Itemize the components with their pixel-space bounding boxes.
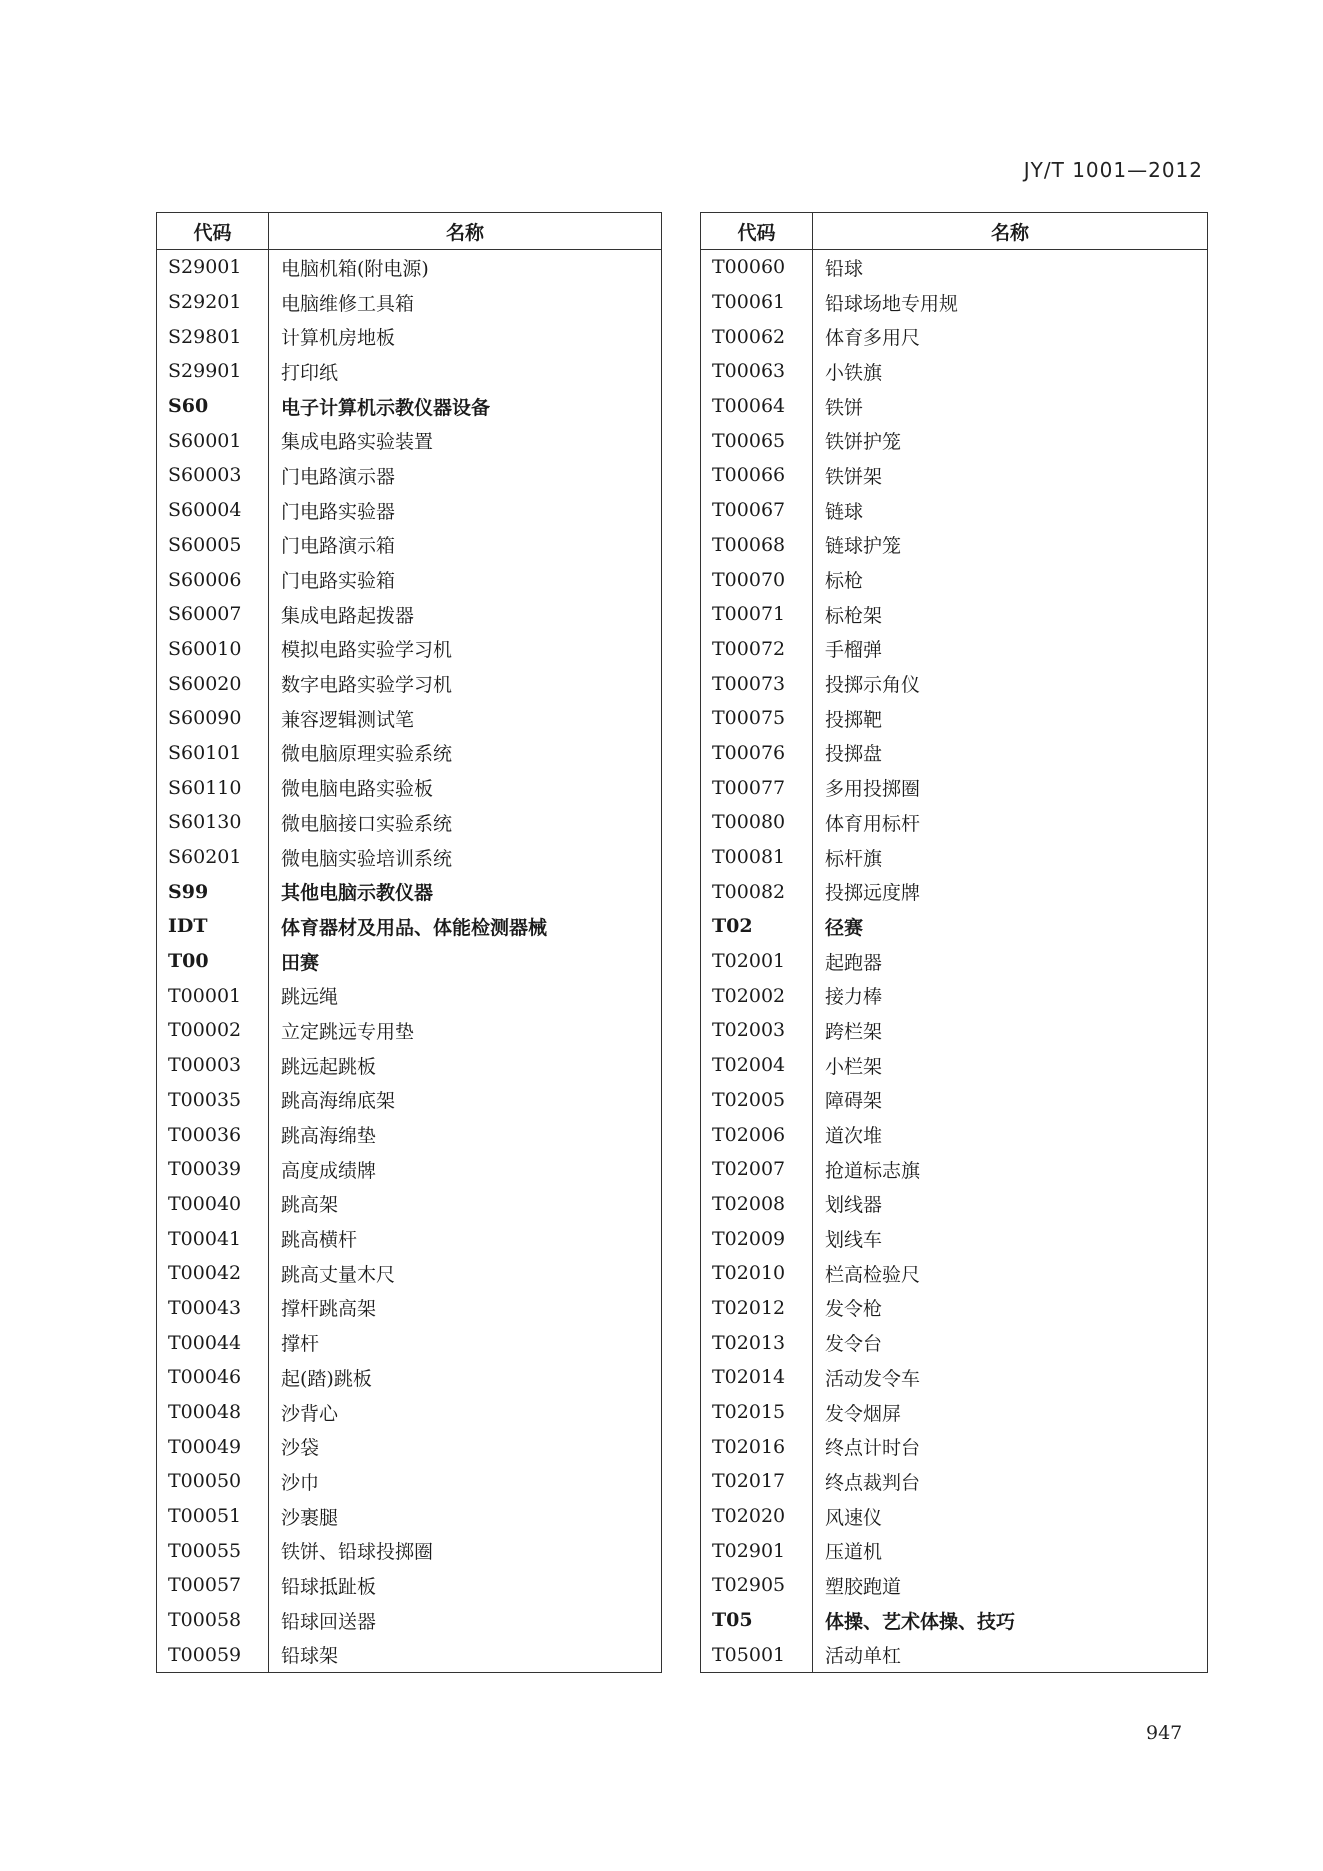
name-cell: 门电路演示箱 [269, 528, 662, 563]
code-cell: S29901 [168, 360, 242, 383]
name-cell: 沙背心 [269, 1395, 662, 1430]
name-cell: 压道机 [813, 1533, 1208, 1568]
code-cell: T00048 [168, 1401, 242, 1424]
table-row [701, 1360, 1208, 1395]
table-row [157, 423, 662, 458]
code-cell: S60005 [168, 533, 242, 556]
table-row [157, 1638, 662, 1673]
name-cell: 集成电路实验装置 [269, 423, 662, 458]
name-cell: 终点计时台 [813, 1429, 1208, 1464]
code-cell: S60010 [168, 637, 242, 660]
name-cell: 链球护笼 [813, 528, 1208, 563]
name-cell: 跳高海绵底架 [269, 1083, 662, 1118]
code-cell: T00067 [712, 499, 786, 522]
name-cell: 风速仪 [813, 1499, 1208, 1534]
table-row [157, 1187, 662, 1222]
code-table-right [700, 212, 1208, 1673]
code-cell: T00062 [712, 325, 786, 348]
name-cell: 铅球 [813, 250, 1208, 285]
page-number: 947 [1146, 1722, 1183, 1744]
code-cell: T02012 [712, 1296, 786, 1319]
code-cell: T00070 [712, 568, 786, 591]
name-cell: 起(踏)跳板 [269, 1360, 662, 1395]
table-row [701, 978, 1208, 1013]
name-cell: 跳高丈量木尺 [269, 1256, 662, 1291]
table-row [157, 701, 662, 736]
name-cell: 集成电路起拨器 [269, 597, 662, 632]
code-cell: S29201 [168, 291, 242, 314]
name-cell: 多用投掷圈 [813, 770, 1208, 805]
code-cell: T00068 [712, 533, 786, 556]
code-cell: T02002 [712, 984, 786, 1007]
name-cell: 田赛 [269, 944, 662, 979]
name-cell: 径赛 [813, 909, 1208, 944]
name-cell: 发令烟屏 [813, 1395, 1208, 1430]
code-cell: T00039 [168, 1158, 242, 1181]
name-cell: 铁饼架 [813, 458, 1208, 493]
code-cell: S60 [168, 395, 209, 418]
table-row [701, 1013, 1208, 1048]
code-cell: T00063 [712, 360, 786, 383]
table-row [701, 1603, 1208, 1638]
table-row [701, 389, 1208, 424]
code-cell: T00081 [712, 846, 786, 869]
table-row [157, 1603, 662, 1638]
code-column-header: 代码 [157, 213, 269, 250]
name-cell: 微电脑接口实验系统 [269, 805, 662, 840]
name-cell: 障碍架 [813, 1083, 1208, 1118]
table-row [701, 944, 1208, 979]
table-row [701, 840, 1208, 875]
table-row [157, 528, 662, 563]
name-cell: 体育用标杆 [813, 805, 1208, 840]
table-row [701, 319, 1208, 354]
table-row [157, 1152, 662, 1187]
name-cell: 活动发令车 [813, 1360, 1208, 1395]
name-cell: 小铁旗 [813, 354, 1208, 389]
name-cell: 微电脑原理实验系统 [269, 736, 662, 771]
name-cell: 跳高横杆 [269, 1221, 662, 1256]
table-row [157, 1221, 662, 1256]
code-cell: T05001 [712, 1643, 786, 1666]
table-row [701, 701, 1208, 736]
table-row [157, 1256, 662, 1291]
table-row [701, 1291, 1208, 1326]
name-cell: 起跑器 [813, 944, 1208, 979]
table-row [701, 1221, 1208, 1256]
name-cell: 铁饼、铅球投掷圈 [269, 1533, 662, 1568]
table-row [157, 1117, 662, 1152]
code-cell: T02003 [712, 1019, 786, 1042]
name-cell: 投掷示角仪 [813, 666, 1208, 701]
name-cell: 铅球抵趾板 [269, 1568, 662, 1603]
name-cell: 微电脑实验培训系统 [269, 840, 662, 875]
name-cell: 跳高架 [269, 1187, 662, 1222]
table-row [701, 1187, 1208, 1222]
code-cell: S60006 [168, 568, 242, 591]
table-row [701, 354, 1208, 389]
table-row [157, 805, 662, 840]
table-row [701, 562, 1208, 597]
code-cell: T00 [168, 950, 209, 973]
table-row [157, 389, 662, 424]
name-cell: 抢道标志旗 [813, 1152, 1208, 1187]
name-cell: 跳远起跳板 [269, 1048, 662, 1083]
table-row [701, 770, 1208, 805]
table-row [157, 1013, 662, 1048]
code-cell: T05 [712, 1609, 753, 1632]
name-column-header: 名称 [813, 213, 1208, 250]
code-cell: T00001 [168, 984, 242, 1007]
code-cell: T02010 [712, 1262, 786, 1285]
name-cell: 其他电脑示教仪器 [269, 874, 662, 909]
table-row [157, 354, 662, 389]
name-cell: 高度成绩牌 [269, 1152, 662, 1187]
table-row [701, 1256, 1208, 1291]
name-cell: 门电路实验器 [269, 493, 662, 528]
table-row [157, 562, 662, 597]
name-cell: 沙裹腿 [269, 1499, 662, 1534]
table-header-row [701, 213, 1208, 250]
code-cell: S60090 [168, 707, 242, 730]
table-row [701, 1533, 1208, 1568]
code-cell: T02017 [712, 1470, 786, 1493]
table-row [157, 1533, 662, 1568]
code-cell: T02015 [712, 1401, 786, 1424]
table-row [701, 250, 1208, 285]
code-cell: S60101 [168, 741, 242, 764]
code-cell: T02013 [712, 1331, 786, 1354]
name-column-header: 名称 [269, 213, 662, 250]
table-row [701, 423, 1208, 458]
table-row [157, 944, 662, 979]
code-cell: T02008 [712, 1192, 786, 1215]
code-cell: T00059 [168, 1643, 242, 1666]
name-cell: 铁饼 [813, 389, 1208, 424]
table-row [157, 1395, 662, 1430]
code-cell: T00055 [168, 1539, 242, 1562]
table-row [701, 493, 1208, 528]
name-cell: 划线车 [813, 1221, 1208, 1256]
table-row [157, 840, 662, 875]
code-cell: T02006 [712, 1123, 786, 1146]
table-row [701, 666, 1208, 701]
standard-code: JY/T 1001—2012 [1023, 158, 1203, 182]
table-row [157, 1291, 662, 1326]
table-row [701, 909, 1208, 944]
table-row [157, 632, 662, 667]
name-cell: 门电路演示器 [269, 458, 662, 493]
name-cell: 跨栏架 [813, 1013, 1208, 1048]
code-cell: IDT [168, 915, 208, 938]
code-cell: T00060 [712, 256, 786, 279]
name-cell: 打印纸 [269, 354, 662, 389]
code-cell: T00080 [712, 811, 786, 834]
code-column-header: 代码 [701, 213, 813, 250]
code-cell: S29801 [168, 325, 242, 348]
table-row [157, 250, 662, 285]
name-cell: 划线器 [813, 1187, 1208, 1222]
table-row [701, 805, 1208, 840]
table-row [701, 736, 1208, 771]
table-row [701, 1638, 1208, 1673]
table-row [157, 597, 662, 632]
table-row [157, 1083, 662, 1118]
code-table-left [156, 212, 662, 1673]
code-cell: T00076 [712, 741, 786, 764]
name-cell: 沙袋 [269, 1429, 662, 1464]
name-cell: 标杆旗 [813, 840, 1208, 875]
name-cell: 接力棒 [813, 978, 1208, 1013]
table-row [157, 285, 662, 320]
table-row [701, 1117, 1208, 1152]
code-cell: T00082 [712, 880, 786, 903]
table-row [701, 874, 1208, 909]
code-cell: T00043 [168, 1296, 242, 1319]
code-cell: T02901 [712, 1539, 786, 1562]
table-row [157, 736, 662, 771]
name-cell: 手榴弹 [813, 632, 1208, 667]
table-row [157, 1568, 662, 1603]
code-cell: T00046 [168, 1366, 242, 1389]
table-row [157, 493, 662, 528]
name-cell: 体操、艺术体操、技巧 [813, 1603, 1208, 1638]
table-row [701, 1568, 1208, 1603]
name-cell: 小栏架 [813, 1048, 1208, 1083]
table-row [701, 1395, 1208, 1430]
code-cell: T00042 [168, 1262, 242, 1285]
name-cell: 塑胶跑道 [813, 1568, 1208, 1603]
name-cell: 终点裁判台 [813, 1464, 1208, 1499]
code-cell: S60003 [168, 464, 242, 487]
code-cell: S60020 [168, 672, 242, 695]
name-cell: 铅球场地专用规 [813, 285, 1208, 320]
table-row [701, 1152, 1208, 1187]
code-cell: T00073 [712, 672, 786, 695]
name-cell: 标枪架 [813, 597, 1208, 632]
table-row [157, 319, 662, 354]
name-cell: 铅球架 [269, 1638, 662, 1673]
code-cell: T00061 [712, 291, 786, 314]
code-cell: T00064 [712, 395, 786, 418]
name-cell: 标枪 [813, 562, 1208, 597]
name-cell: 电脑维修工具箱 [269, 285, 662, 320]
code-cell: T00035 [168, 1088, 242, 1111]
name-cell: 门电路实验箱 [269, 562, 662, 597]
name-cell: 道次堆 [813, 1117, 1208, 1152]
code-cell: T00040 [168, 1192, 242, 1215]
code-cell: T02 [712, 915, 753, 938]
code-cell: T00072 [712, 637, 786, 660]
name-cell: 数字电路实验学习机 [269, 666, 662, 701]
name-cell: 体育器材及用品、体能检测器械 [269, 909, 662, 944]
code-cell: T02007 [712, 1158, 786, 1181]
code-cell: S60001 [168, 429, 242, 452]
code-cell: S60007 [168, 603, 242, 626]
table-row [701, 1499, 1208, 1534]
name-cell: 投掷远度牌 [813, 874, 1208, 909]
table-row [157, 909, 662, 944]
table-row [701, 458, 1208, 493]
code-cell: T00077 [712, 776, 786, 799]
code-cell: T02014 [712, 1366, 786, 1389]
code-cell: T00050 [168, 1470, 242, 1493]
code-cell: S29001 [168, 256, 242, 279]
name-cell: 电脑机箱(附电源) [269, 250, 662, 285]
table-row [701, 1429, 1208, 1464]
table-row [701, 528, 1208, 563]
name-cell: 跳远绳 [269, 978, 662, 1013]
table-row [701, 632, 1208, 667]
code-cell: S60130 [168, 811, 242, 834]
table-row [157, 1429, 662, 1464]
table-row [157, 1325, 662, 1360]
code-cell: T00002 [168, 1019, 242, 1042]
code-cell: S60004 [168, 499, 242, 522]
code-cell: T02004 [712, 1054, 786, 1077]
name-cell: 投掷靶 [813, 701, 1208, 736]
table-row [157, 1499, 662, 1534]
name-cell: 电子计算机示教仪器设备 [269, 389, 662, 424]
code-cell: S99 [168, 880, 209, 903]
code-cell: T02001 [712, 950, 786, 973]
code-cell: T00066 [712, 464, 786, 487]
table-row [157, 1360, 662, 1395]
table-header-row [157, 213, 662, 250]
name-cell: 兼容逻辑测试笔 [269, 701, 662, 736]
code-cell: T02905 [712, 1574, 786, 1597]
table-row [157, 666, 662, 701]
code-cell: T02020 [712, 1505, 786, 1528]
code-cell: T00065 [712, 429, 786, 452]
table-row [157, 770, 662, 805]
table-row [157, 978, 662, 1013]
code-cell: T02009 [712, 1227, 786, 1250]
name-cell: 体育多用尺 [813, 319, 1208, 354]
table-row [157, 1464, 662, 1499]
code-cell: T00003 [168, 1054, 242, 1077]
name-cell: 活动单杠 [813, 1638, 1208, 1673]
code-cell: T00044 [168, 1331, 242, 1354]
name-cell: 投掷盘 [813, 736, 1208, 771]
code-cell: S60201 [168, 846, 242, 869]
code-cell: S60110 [168, 776, 242, 799]
table-row [157, 874, 662, 909]
name-cell: 微电脑电路实验板 [269, 770, 662, 805]
code-cell: T00071 [712, 603, 786, 626]
table-row [701, 1325, 1208, 1360]
code-cell: T00049 [168, 1435, 242, 1458]
name-cell: 计算机房地板 [269, 319, 662, 354]
table-row [701, 1083, 1208, 1118]
name-cell: 立定跳远专用垫 [269, 1013, 662, 1048]
code-cell: T00075 [712, 707, 786, 730]
table-row [701, 285, 1208, 320]
table-row [701, 1464, 1208, 1499]
code-cell: T00057 [168, 1574, 242, 1597]
name-cell: 铁饼护笼 [813, 423, 1208, 458]
name-cell: 撑杆 [269, 1325, 662, 1360]
code-cell: T00036 [168, 1123, 242, 1146]
table-row [701, 1048, 1208, 1083]
code-cell: T00051 [168, 1505, 242, 1528]
name-cell: 模拟电路实验学习机 [269, 632, 662, 667]
table-row [701, 597, 1208, 632]
name-cell: 撑杆跳高架 [269, 1291, 662, 1326]
code-cell: T00041 [168, 1227, 242, 1250]
name-cell: 发令枪 [813, 1291, 1208, 1326]
name-cell: 链球 [813, 493, 1208, 528]
code-cell: T00058 [168, 1609, 242, 1632]
code-cell: T02016 [712, 1435, 786, 1458]
table-row [157, 458, 662, 493]
name-cell: 栏高检验尺 [813, 1256, 1208, 1291]
name-cell: 跳高海绵垫 [269, 1117, 662, 1152]
table-row [157, 1048, 662, 1083]
name-cell: 沙巾 [269, 1464, 662, 1499]
code-cell: T02005 [712, 1088, 786, 1111]
name-cell: 铅球回送器 [269, 1603, 662, 1638]
name-cell: 发令台 [813, 1325, 1208, 1360]
